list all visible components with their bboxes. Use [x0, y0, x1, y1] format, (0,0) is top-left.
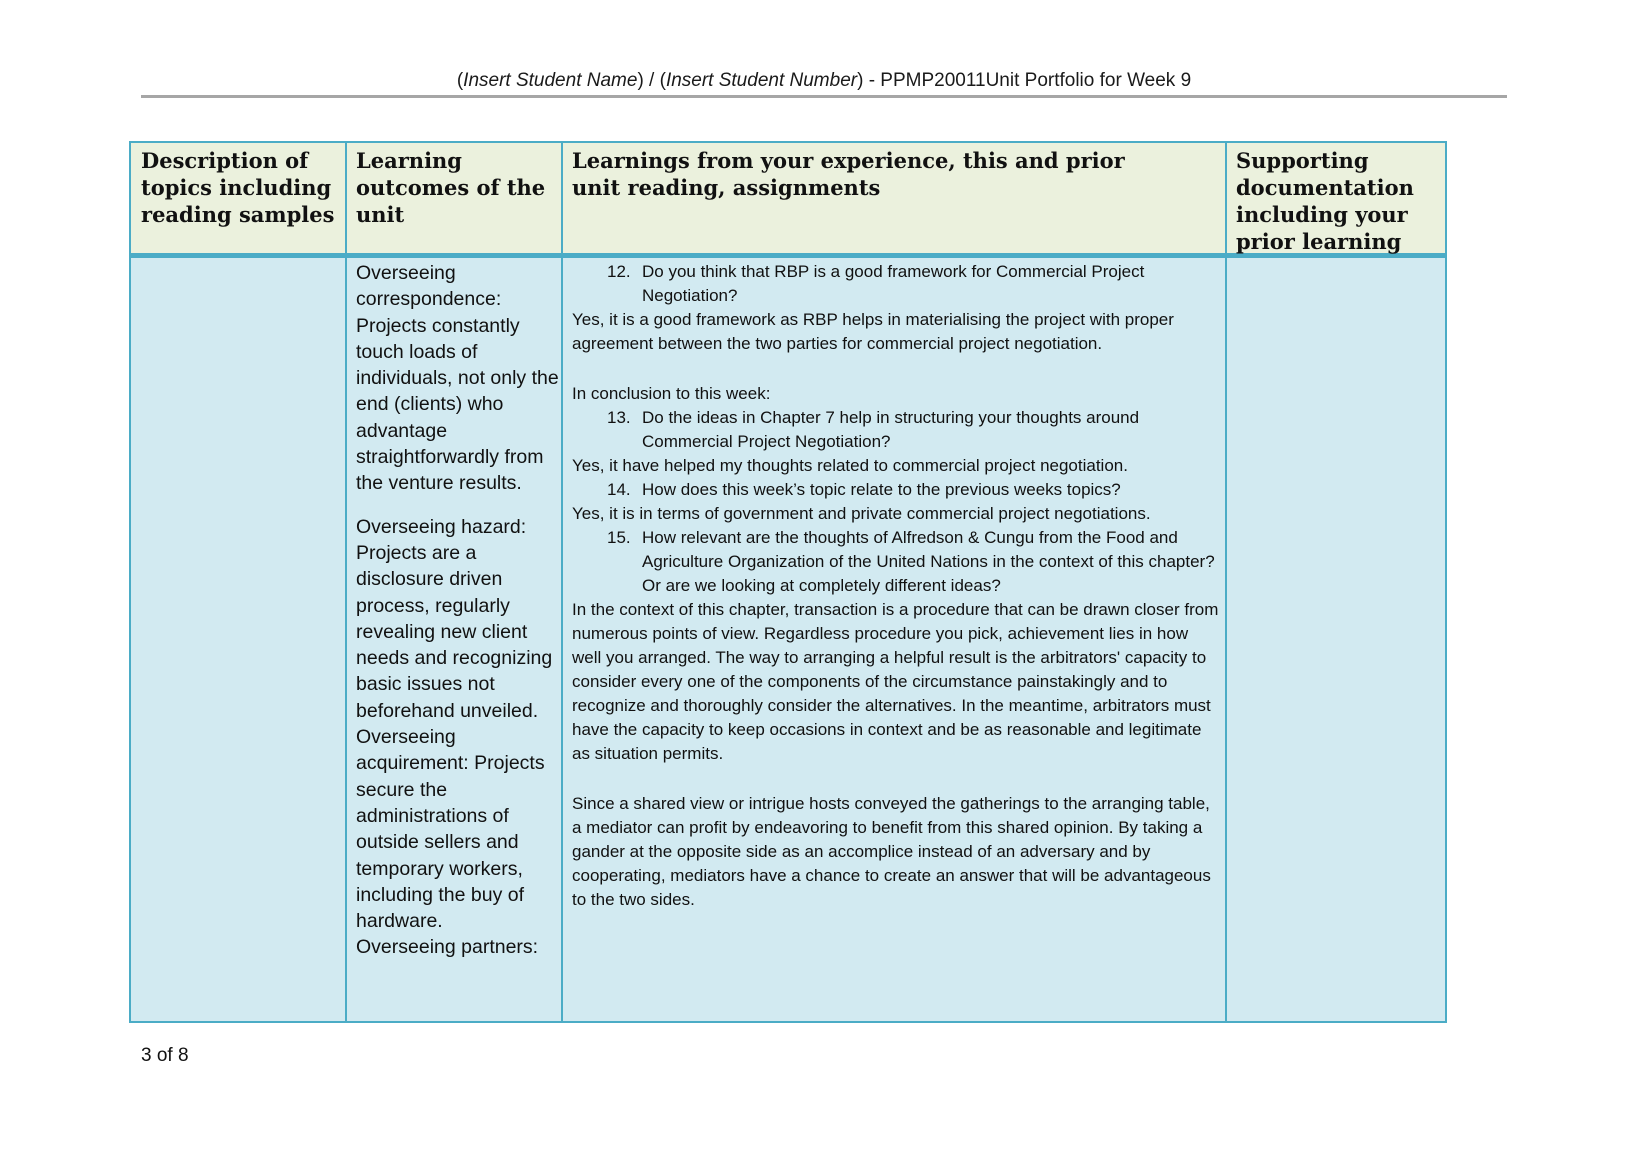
portfolio-table: [129, 141, 1447, 1023]
column-description: [131, 143, 347, 1021]
question-number: 12.: [607, 262, 631, 281]
header-learnings: Learnings from your experience, this and prior unit reading, assignments: [572, 148, 1125, 200]
header-divider: [141, 95, 1507, 98]
question-15: 15. How relevant are the thoughts of Alfredson & Cungu from the Food and Agriculture Organization of the United Nations in the context of this chapter? Or are we looking at completely different ideas?: [607, 528, 1215, 595]
answer-12: Yes, it is a good framework as RBP helps in materialising the project with proper agreement between the two parties for commercial project negotiation.: [572, 310, 1174, 353]
answer-15-paragraph-2: Since a shared view or intrigue hosts conveyed the gatherings to the arranging table, a mediator can profit by endeavoring to benefit from this shared opinion. By taking a gander at the opposite side as an accomplice instead of an adversary and by cooperating, mediators have a chance to create an answer that will be advantageous to the two sides.: [572, 794, 1211, 909]
answer-14: Yes, it is in terms of government and private commercial project negotiations.: [572, 504, 1151, 523]
header-title: - PPMP20011Unit Portfolio for Week 9: [863, 70, 1192, 91]
outcome-acquirement: Overseeing acquirement: Projects secure the administrations of outside sellers and temporary workers, including the buy of hardware.: [356, 726, 545, 933]
page-number: 3 of 8: [141, 1045, 189, 1066]
question-number: 15.: [607, 528, 631, 547]
outcome-hazard: Overseeing hazard: Projects are a disclosure driven process, regularly revealing new client needs and recognizing basic issues not beforehand unveiled.: [356, 515, 553, 722]
header-learning-outcomes: Learning outcomes of the unit: [356, 148, 546, 227]
page-header: (Insert Student Name) / (Insert Student Number) - PPMP20011Unit Portfolio for Week 9: [456, 70, 1192, 91]
question-number: 14.: [607, 480, 631, 499]
outcome-partners: Overseeing partners:: [356, 936, 539, 959]
question-13: 13. Do the ideas in Chapter 7 help in structuring your thoughts around Commercial Project Negotiation?: [607, 408, 1140, 451]
header-supporting-docs: Supporting documentation including your prior learning: [1236, 148, 1414, 254]
question-14: 14. How does this week’s topic relate to the previous weeks topics?: [572, 478, 1222, 502]
student-number-placeholder: Insert Student Number: [665, 70, 858, 91]
learning-outcomes-text: [356, 260, 561, 961]
answer-15-paragraph-1: In the context of this chapter, transaction is a procedure that can be drawn closer from numerous points of view. Regardless procedure you pick, achievement lies in how well you arranged. The way to arranging a helpful result is the arbitrators' capacity to consider every one of the components of the circumstance painstakingly and to recognize and thoroughly consider the alternatives. In the meantime, arbitrators must have the capacity to keep occasions in context and be as reasonable and legitimate as situation permits.: [572, 600, 1219, 763]
question-number: 13.: [607, 408, 631, 427]
header-description: Description of topics including reading samples: [141, 148, 335, 227]
conclusion-label: In conclusion to this week:: [572, 384, 771, 403]
column-supporting-docs: [1227, 143, 1447, 1021]
answer-13: Yes, it have helped my thoughts related to commercial project negotiation.: [572, 456, 1128, 475]
student-name-placeholder: Insert Student Name: [463, 70, 638, 91]
question-12: 12. Do you think that RBP is a good framework for Commercial Project Negotiation?: [607, 262, 1145, 305]
learnings-text: [572, 260, 1222, 912]
outcome-correspondence: Overseeing correspondence: Projects constantly touch loads of individuals, not only the end (clients) who advantage straightforwardly from the venture results.: [356, 262, 559, 495]
